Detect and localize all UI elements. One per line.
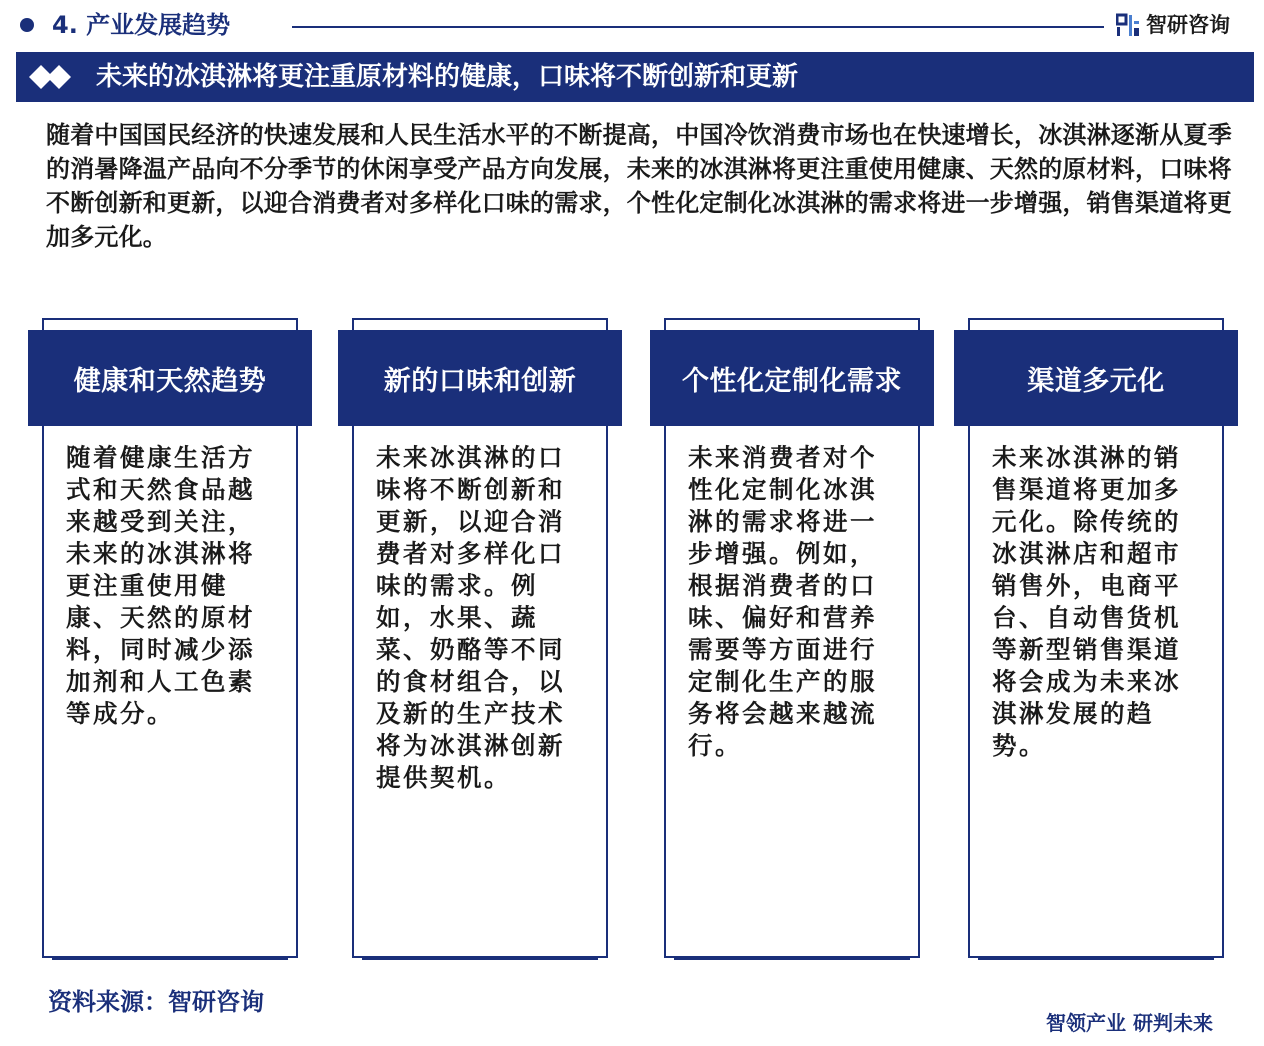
card-title: 渠道多元化 [1027, 365, 1165, 397]
trend-card [352, 318, 608, 960]
trend-card [42, 318, 298, 960]
card-text: 未来冰淇淋的销售渠道将更加多元化。除传统的冰淇淋店和超市销售外，电商平台、自动售货机等新型销售渠道将会成为未来冰淇淋发展的趋势。 [992, 443, 1181, 760]
card-title: 新的口味和创新 [383, 365, 577, 397]
trend-card [968, 318, 1224, 960]
trend-card [664, 318, 920, 960]
card-header [28, 330, 312, 426]
card-header [954, 330, 1238, 426]
header-divider [292, 26, 1104, 28]
double-diamond-icon [28, 62, 84, 92]
zhiyan-logo-icon [1116, 13, 1140, 37]
brand [1116, 10, 1230, 40]
card-text: 随着健康生活方式和天然食品越来越受到关注，未来的冰淇淋将更注重使用健康、天然的原材料，同时减少添加剂和人工色素等成分。 [66, 443, 255, 728]
card-title: 健康和天然趋势 [73, 365, 267, 397]
card-text: 未来冰淇淋的口味将不断创新和更新，以迎合消费者对多样化口味的需求。例如，水果、蔬菜、奶酪等不同的食材组合，以及新的生产技术将为冰淇淋创新提供契机。 [376, 443, 565, 792]
intro-paragraph: 随着中国国民经济的快速发展和人民生活水平的不断提高，中国冷饮消费市场也在快速增长，冰淇淋逐渐从夏季的消暑降温产品向不分季节的休闲享受产品方向发展，未来的冰淇淋将更注重使用健康、天然的原材料，口味将不断创新和更新，以迎合消费者对多样化口味的需求，个性化定制化冰淇淋的需求将进一步增强，销售渠道将更加多元化。 [46, 121, 1232, 251]
section-bullet-icon [20, 18, 34, 32]
card-text: 未来消费者对个性化定制化冰淇淋的需求将进一步增强。例如，根据消费者的口味、偏好和营养需要等方面进行定制化生产的服务将会越来越流行。 [688, 443, 877, 760]
card-header [650, 330, 934, 426]
brand-name: 智研咨询 [1146, 13, 1230, 37]
slogan: 智领产业 研判未来 [1046, 1011, 1213, 1035]
card-title: 个性化定制化需求 [682, 365, 902, 397]
section-title: 4. 产业发展趋势 [52, 11, 231, 39]
source-note: 资料来源：智研咨询 [48, 988, 264, 1016]
title-banner [16, 52, 1254, 102]
banner-title: 未来的冰淇淋将更注重原材料的健康，口味将不断创新和更新 [96, 62, 799, 92]
card-header [338, 330, 622, 426]
